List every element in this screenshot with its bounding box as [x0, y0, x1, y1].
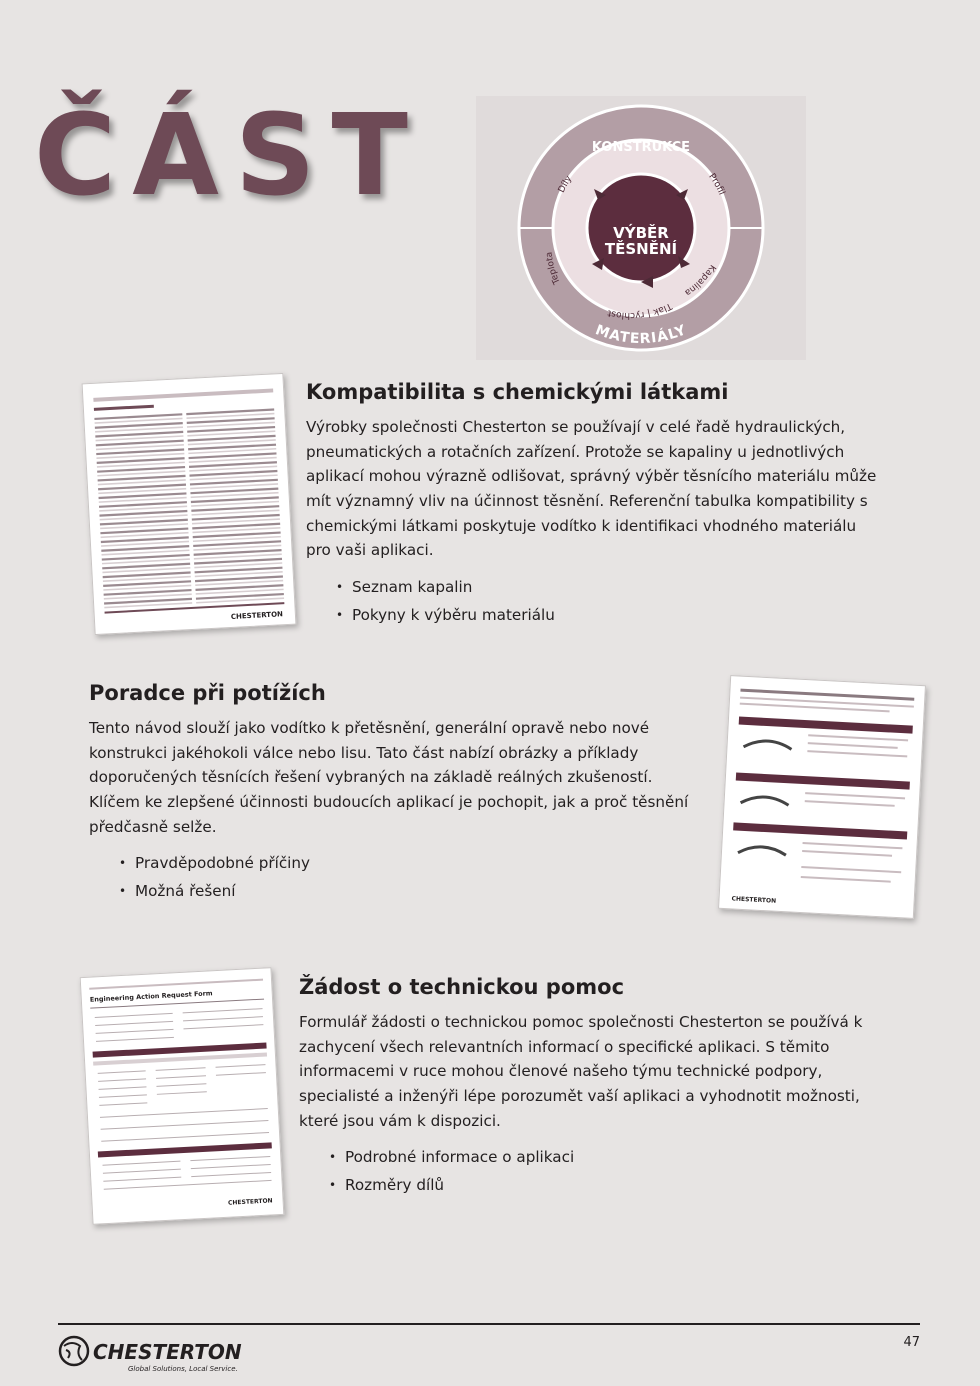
wheel-center-line2: TĚSNĚNÍ — [604, 240, 678, 258]
section-body: Formulář žádosti o technickou pomoc společnosti Chesterton se používá k zachycení všech relevantních informací o specifické aplikaci. S těmito informacemi v ruce mohou členové našeho týmu technické podpory, specialisté a inženýři lépe porozumět vaší aplikaci a vyhodnotit možnosti, které jsou vám k dispozici. — [299, 1013, 863, 1130]
wheel-label-tlak: Tlak | rychlost — [606, 300, 674, 321]
wheel-label-materialy: MATERIÁLY — [593, 322, 689, 348]
list-item: • Pokyny k výběru materiálu — [336, 601, 881, 629]
bullet-list — [89, 849, 699, 905]
form-field-lines — [95, 1009, 264, 1042]
bullet-list — [299, 1143, 869, 1199]
bullet-list — [306, 573, 881, 629]
page-number: 47 — [903, 1335, 920, 1350]
svg-text:Global Solutions, Local Servic: Global Solutions, Local Service. — [128, 1365, 238, 1373]
seal-selection-wheel-diagram — [476, 96, 806, 360]
globe-icon — [60, 1337, 88, 1365]
wheel-label-dily: Díly — [556, 174, 575, 195]
svg-text:CHESTERTON: CHESTERTON — [93, 1340, 242, 1364]
wheel-center-line1: VÝBĚR — [613, 224, 669, 242]
page-title: ČÁST — [34, 91, 424, 221]
section-title: Žádost o technickou pomoc — [299, 975, 625, 999]
svg-text:Engineering Action Request For: Engineering Action Request Form — [89, 989, 213, 1004]
list-item: • Možná řešení — [119, 877, 699, 905]
section-title: Kompatibilita s chemickými látkami — [306, 380, 729, 404]
svg-text:CHESTERTON: CHESTERTON — [230, 610, 284, 621]
wheel-label-profil: Profil — [706, 171, 727, 197]
chemical-compatibility-thumbnail — [82, 373, 297, 635]
section-troubleshooting — [89, 681, 699, 905]
section-chemical-compatibility — [306, 380, 881, 629]
table-lines — [94, 408, 284, 608]
svg-text:CHESTERTON: CHESTERTON — [731, 895, 777, 905]
wheel-label-kapalina: Kapalina — [682, 262, 718, 298]
troubleshooting-thumbnail — [718, 675, 926, 919]
list-item: • Rozměry dílů — [329, 1171, 869, 1199]
list-item: • Pravděpodobné příčiny — [119, 849, 699, 877]
table-preview-icon — [83, 374, 296, 634]
chesterton-logo — [58, 1334, 258, 1374]
wheel-label-konstrukce: KONSTRUKCE — [591, 140, 691, 155]
form-preview-icon — [81, 968, 284, 1224]
troubleshooting-preview-icon — [719, 676, 925, 918]
list-item: • Seznam kapalin — [336, 573, 881, 601]
section-title: Poradce při potížích — [89, 681, 326, 705]
svg-text:CHESTERTON: CHESTERTON — [227, 1197, 273, 1207]
list-item: • Podrobné informace o aplikaci — [329, 1143, 869, 1171]
footer-divider — [58, 1323, 920, 1325]
engineering-request-form-thumbnail — [80, 967, 285, 1225]
section-body: Tento návod slouží jako vodítko k přetěsnění, generální opravě nebo nové konstrukci jakéhokoli válce nebo lisu. Tato část nabízí obrázky a příklady doporučených těsnících řešení vybraných na základě reálných zkušeností. Klíčem ke zlepšené účinnosti budoucích aplikací je pochopit, jak a proč těsnění předčasně selže. — [89, 719, 689, 836]
wheel-label-teplota: Teplota — [544, 251, 563, 286]
section-body: Výrobky společnosti Chesterton se používají v celé řadě hydraulických, pneumatických a rotačních zařízení. Protože se kapaliny u jednotlivých aplikací mohou výrazně odlišovat, správný výběr těsnícího materiálu může mít významný vliv na účinnost těsnění. Referenční tabulka kompatibility s chemickými látkami poskytuje vodítko k identifikaci vhodného materiálu pro vaši aplikaci. — [306, 418, 877, 560]
section-technical-assistance-request — [299, 975, 869, 1199]
